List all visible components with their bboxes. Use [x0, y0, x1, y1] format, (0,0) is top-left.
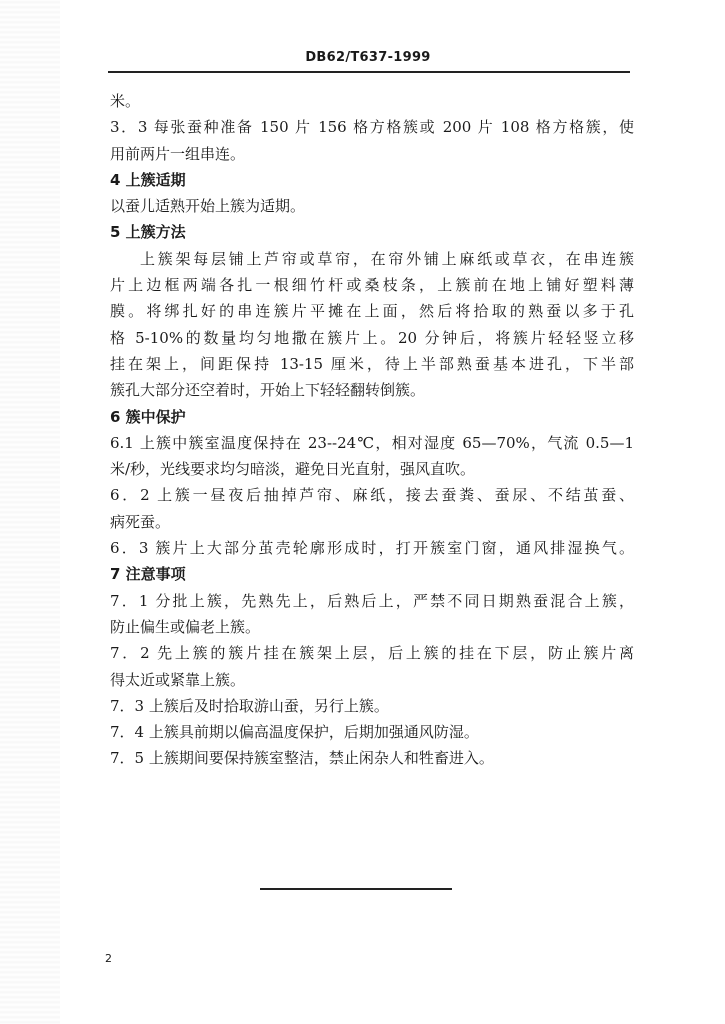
- scan-shadow-edge: [0, 0, 60, 1024]
- text-line: 格 5-10%的数量均匀地撒在簇片上。20 分钟后，将簇片轻轻竖立移: [110, 328, 634, 347]
- document-code-header: DB62/T637-1999: [305, 50, 431, 65]
- text-line: 米。: [110, 92, 141, 110]
- text-line: 用前两片一组串连。: [110, 144, 246, 163]
- end-of-document-rule: [260, 888, 452, 890]
- text-line: 7．5 上簇期间要保持簇室整洁，禁止闲杂人和牲畜进入。: [110, 749, 494, 768]
- text-line: 米/秒，光线要求均匀暗淡，避免日光直射，强风直吹。: [110, 460, 476, 479]
- text-line: 上簇架每层铺上芦帘或草帘，在帘外铺上麻纸或草衣，在串连簇: [140, 249, 634, 268]
- text-line: 3．3 每张蚕种准备 150 片 156 格方格簇或 200 片 108 格方格簇，使: [110, 118, 634, 137]
- text-line: 以蚕儿适熟开始上簇为适期。: [110, 197, 306, 216]
- text-line: 膜。将绑扎好的串连簇片平摊在上面，然后将拾取的熟蚕以多于孔: [110, 302, 634, 321]
- text-line: 防止偏生或偏老上簇。: [110, 617, 261, 636]
- document-body: [110, 88, 634, 772]
- text-line: 7．3 上簇后及时拾取游山蚕，另行上簇。: [110, 696, 389, 715]
- section-heading-6: 6 簇中保护: [110, 407, 186, 426]
- header-divider: [108, 71, 630, 73]
- text-line: 7．2 先上簇的簇片挂在簇架上层，后上簇的挂在下层，防止簇片离: [110, 644, 634, 663]
- text-line: 片上边框两端各扎一根细竹杆或桑枝条，上簇前在地上铺好塑料薄: [110, 276, 634, 295]
- section-heading-4: 4 上簇适期: [110, 170, 186, 189]
- section-heading-7: 7 注意事项: [110, 565, 186, 584]
- text-line: 7．1 分批上簇，先熟先上，后熟后上，严禁不同日期熟蚕混合上簇，: [110, 591, 634, 610]
- text-line: 6．2 上簇一昼夜后抽掉芦帘、麻纸，接去蚕粪、蚕尿、不结茧蚕、: [110, 486, 634, 505]
- text-line: 病死蚕。: [110, 512, 171, 531]
- page-number: 2: [105, 952, 112, 965]
- text-line: 挂在架上，间距保持 13-15 厘米，待上半部熟蚕基本进孔，下半部: [110, 354, 634, 373]
- text-line: 6．3 簇片上大部分茧壳轮廓形成时，打开簇室门窗，通风排湿换气。: [110, 539, 634, 558]
- text-line: 7．4 上簇具前期以偏高温度保护，后期加强通风防湿。: [110, 723, 479, 742]
- section-heading-5: 5 上簇方法: [110, 223, 186, 242]
- text-line: 得太近或紧靠上簇。: [110, 670, 246, 689]
- text-line: 簇孔大部分还空着时，开始上下轻轻翻转倒簇。: [110, 381, 426, 400]
- text-line: 6.1 上簇中簇室温度保持在 23--24℃，相对湿度 65—70%，气流 0.5—1: [110, 433, 634, 452]
